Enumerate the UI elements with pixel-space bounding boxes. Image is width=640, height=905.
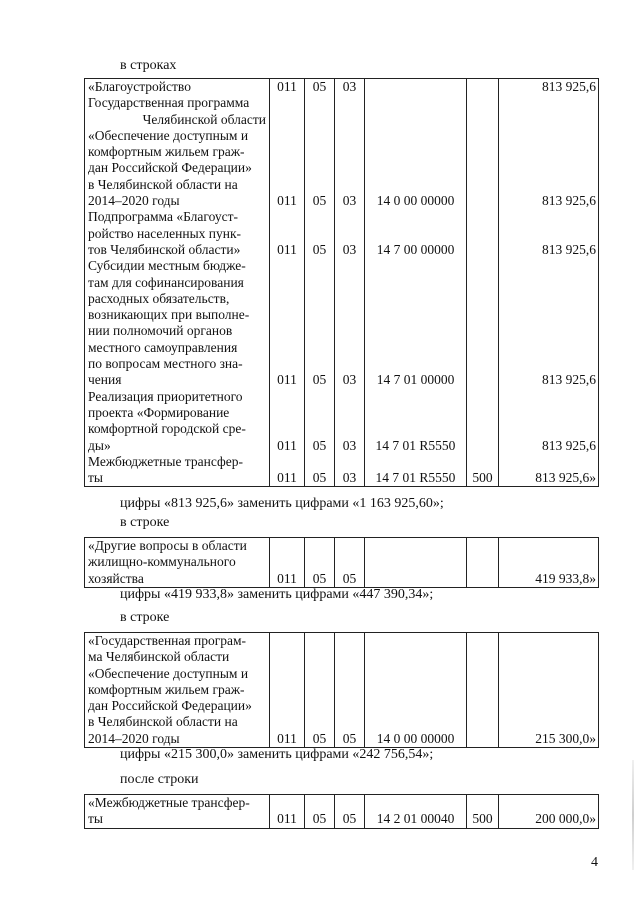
name-line: нии полномочий органов xyxy=(88,323,233,339)
name-line: ты xyxy=(88,811,103,827)
code-value: 14 7 01 00000 xyxy=(376,372,455,388)
scan-edge-mark xyxy=(632,760,634,870)
name-line: тов Челябинской области» xyxy=(88,241,241,257)
code-col-5: 500 xyxy=(467,795,499,829)
code-col-2: 05 xyxy=(305,795,335,829)
code-col-1: 011 xyxy=(270,633,305,748)
name-line: комфортным жильем граж- xyxy=(88,144,245,160)
name-line: Государственная программа xyxy=(88,95,250,111)
code-value: 500 xyxy=(472,470,493,486)
name-line: Подпрограмма «Благоуст- xyxy=(88,209,238,225)
code-col-5 xyxy=(467,79,499,487)
intro-t3: в строке xyxy=(120,610,170,625)
code-value: 011 xyxy=(277,470,297,486)
name-line: чения xyxy=(88,372,122,388)
page-number: 4 xyxy=(591,855,598,870)
table-row xyxy=(85,795,599,829)
name-line: ды» xyxy=(88,437,111,453)
code-value: 03 xyxy=(342,79,357,94)
amount-value: 813 925,6» xyxy=(535,470,596,486)
name-line: расходных обязательств, xyxy=(88,290,230,306)
code-value: 011 xyxy=(277,79,297,94)
code-col-3: 05 xyxy=(335,538,365,588)
budget-table-4 xyxy=(84,794,599,829)
name-line: по вопросам местного зна- xyxy=(88,356,243,372)
code-col-4: 14 0 00 00000 xyxy=(365,633,467,748)
code-col-1: 011 xyxy=(270,795,305,829)
name-line: «Межбюджетные трансфер- xyxy=(88,795,250,810)
code-col-1: 011 xyxy=(270,538,305,588)
name-line: местного самоуправления xyxy=(88,339,238,355)
code-value: 05 xyxy=(312,193,327,209)
row-name-cell xyxy=(85,79,270,487)
row-name-cell xyxy=(85,538,270,588)
code-value: 011 xyxy=(277,193,297,209)
code-value: 03 xyxy=(342,193,357,209)
name-line: там для софинансирования xyxy=(88,274,244,290)
code-col-4 xyxy=(365,538,467,588)
row-name-cell xyxy=(85,633,270,748)
code-col-4: 14 2 01 00040 xyxy=(365,795,467,829)
code-value: 05 xyxy=(312,470,327,486)
replace-text-t1: цифры «813 925,6» заменить цифрами «1 163 925,60»; xyxy=(120,496,444,511)
replace-text-t3: цифры «215 300,0» заменить цифрами «242 756,54»; xyxy=(120,747,434,762)
code-value: 05 xyxy=(312,79,327,94)
name-line: Челябинской области xyxy=(142,111,266,127)
intro-t1: в строках xyxy=(120,58,177,73)
code-value xyxy=(469,193,496,209)
code-value: 05 xyxy=(312,437,327,453)
name-line: ройство населенных пунк- xyxy=(88,225,242,241)
name-line: ты xyxy=(88,470,103,486)
code-value: 03 xyxy=(342,437,357,453)
table-row xyxy=(85,79,599,487)
name-line: 2014–2020 годы xyxy=(88,730,180,746)
amount-value: 813 925,6 xyxy=(542,193,596,209)
amount-col: 419 933,8» xyxy=(499,538,599,588)
name-line: дан Российской Федерации» xyxy=(88,698,252,714)
name-line: «Обеспечение доступным и xyxy=(88,127,249,143)
name-line: ма Челябинской области xyxy=(88,649,230,665)
code-value: 03 xyxy=(342,372,357,388)
amount-col: 215 300,0» xyxy=(499,633,599,748)
code-value: 05 xyxy=(312,241,327,257)
code-col-5 xyxy=(467,633,499,748)
amount-value: 813 925,6 xyxy=(542,79,596,94)
code-value: 011 xyxy=(277,241,297,257)
code-col-1 xyxy=(270,79,305,487)
name-line: дан Российской Федерации» xyxy=(88,160,252,176)
intro-t4: после строки xyxy=(120,772,199,787)
code-value xyxy=(469,242,496,258)
budget-table-1 xyxy=(84,78,599,487)
code-value: 03 xyxy=(342,470,357,486)
name-line: «Другие вопросы в области xyxy=(88,538,247,553)
code-col-5 xyxy=(467,538,499,588)
name-line: Субсидии местным бюдже- xyxy=(88,258,246,274)
table-row xyxy=(85,633,599,748)
code-value xyxy=(469,438,496,454)
budget-table-3 xyxy=(84,632,599,748)
name-line: комфортной городской сре- xyxy=(88,421,246,437)
table-row xyxy=(85,538,599,588)
code-col-4 xyxy=(365,79,467,487)
name-line: в Челябинской области на xyxy=(88,714,238,730)
code-col-3 xyxy=(335,79,365,487)
name-line: в Челябинской области на xyxy=(88,176,238,192)
amount-col xyxy=(499,79,599,487)
code-value: 05 xyxy=(312,372,327,388)
amount-value: 813 925,6 xyxy=(542,437,596,453)
name-line: комфортным жильем граж- xyxy=(88,681,245,697)
code-value: 14 0 00 00000 xyxy=(376,193,455,209)
code-col-2: 05 xyxy=(305,633,335,748)
code-col-3: 05 xyxy=(335,795,365,829)
budget-table-2 xyxy=(84,537,599,588)
code-value: 011 xyxy=(277,437,297,453)
name-line: «Обеспечение доступным и xyxy=(88,665,249,681)
name-line: возникающих при выполне- xyxy=(88,307,250,323)
code-col-2 xyxy=(305,79,335,487)
name-line: «Благоустройство xyxy=(88,79,191,94)
row-name-cell xyxy=(85,795,270,829)
code-value: 14 7 00 00000 xyxy=(376,241,455,257)
code-value: 14 7 01 R5550 xyxy=(375,437,456,453)
name-line: хозяйства xyxy=(88,570,144,586)
name-line: Реализация приоритетного xyxy=(88,388,243,404)
replace-text-t2: цифры «419 933,8» заменить цифрами «447 390,34»; xyxy=(120,587,434,602)
amount-col: 200 000,0» xyxy=(499,795,599,829)
name-line: жилищно-коммунального xyxy=(88,554,236,570)
code-value xyxy=(367,79,464,95)
intro-t2: в строке xyxy=(120,515,170,530)
code-col-3: 05 xyxy=(335,633,365,748)
code-value: 03 xyxy=(342,241,357,257)
amount-value: 813 925,6 xyxy=(542,372,596,388)
code-value: 14 7 01 R5550 xyxy=(375,470,456,486)
name-line: «Государственная програм- xyxy=(88,633,247,648)
name-line: проекта «Формирование xyxy=(88,404,230,420)
code-value xyxy=(469,372,496,388)
name-line: 2014–2020 годы xyxy=(88,193,180,209)
code-value xyxy=(469,79,496,95)
name-line: Межбюджетные трансфер- xyxy=(88,453,243,469)
amount-value: 813 925,6 xyxy=(542,241,596,257)
code-col-2: 05 xyxy=(305,538,335,588)
code-value: 011 xyxy=(277,372,297,388)
